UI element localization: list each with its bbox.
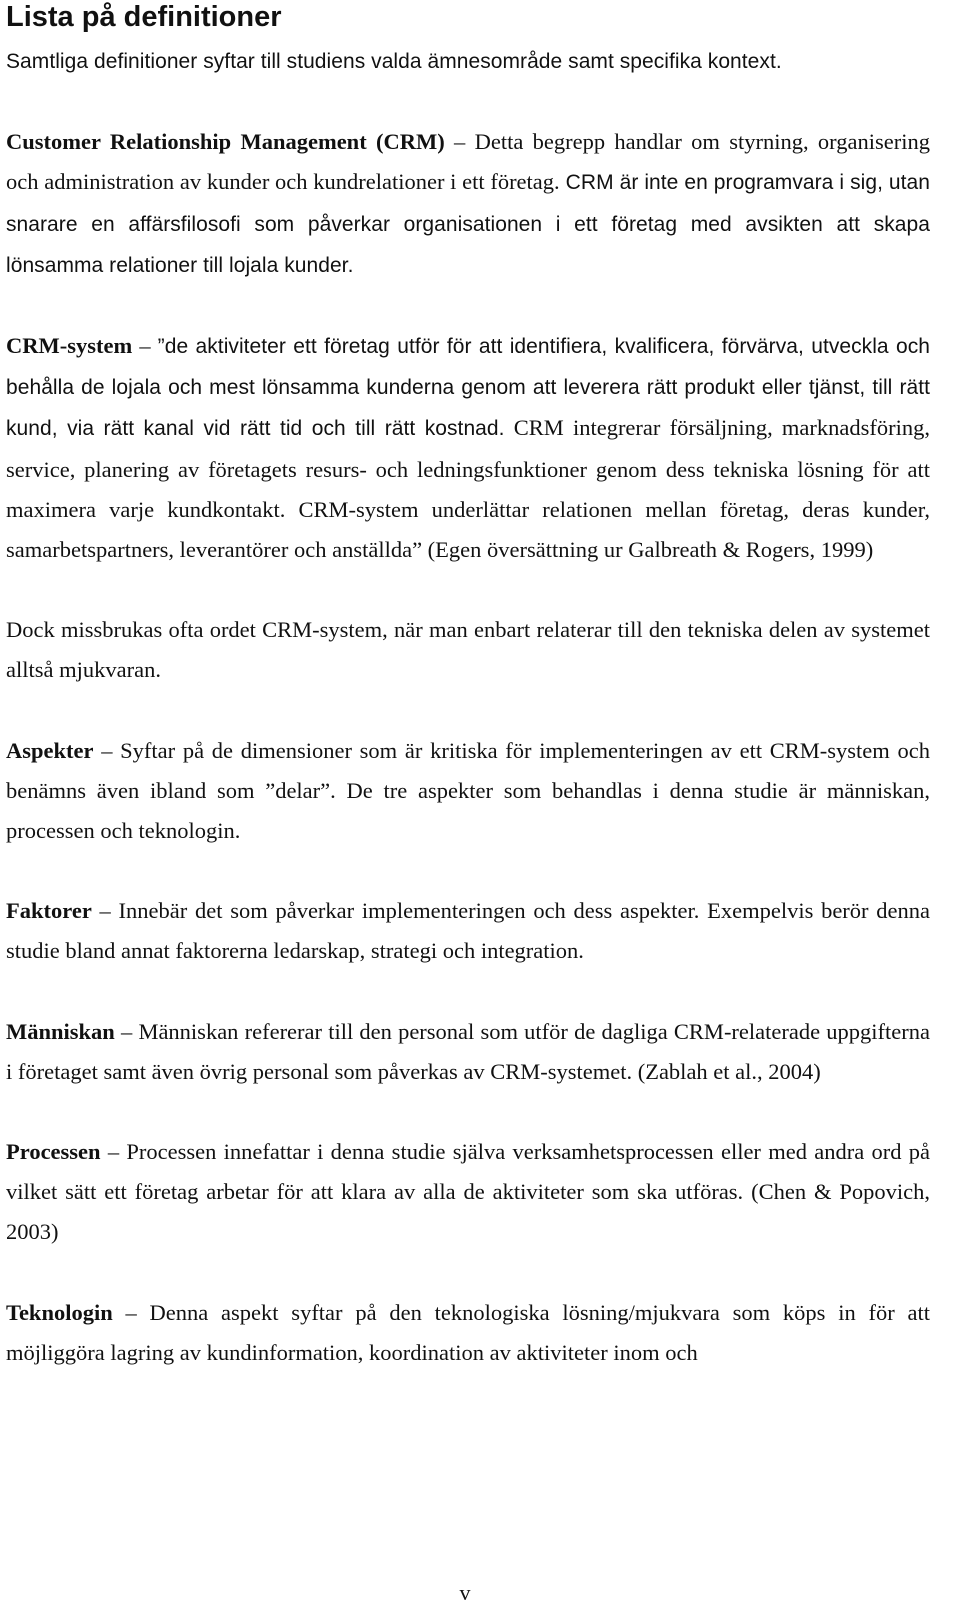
separator: – (91, 898, 119, 924)
term-crm-system: CRM-system (6, 333, 133, 359)
definition-manniskan (6, 1012, 930, 1092)
separator: – (112, 1299, 150, 1325)
term-aspekter: Aspekter (6, 737, 94, 763)
definition-aspekter-text: Syftar på de dimensioner som är kritiska för implementeringen av ett CRM-system och benämns även ibland som ”delar”. De tre aspekter som behandlas i denna studie är människan, processen och teknologin. (6, 737, 930, 844)
separator: – (93, 737, 121, 763)
term-crm: Customer Relationship Management (CRM) (6, 129, 445, 155)
definition-faktorer (6, 891, 930, 971)
definition-teknologin (6, 1293, 930, 1373)
separator: – (100, 1139, 127, 1165)
separator: – (444, 129, 475, 155)
definition-processen-text: Processen innefattar i denna studie själva verksamhetsprocessen eller med andra ord på vilket sätt ett företag arbetar för att klara av alla de aktiviteter som ska utföras. (Chen & Popovich, 2003) (6, 1139, 930, 1245)
definition-crm-lead: Detta begrepp handlar om styrning, organisering och administration av kunder och kundrelationer i ett företag. (6, 129, 930, 195)
definition-crm-system-text: CRM integrerar försäljning, marknadsföring, service, planering av företagets resurs- och ledningsfunktioner genom dess tekniska lösning för att maximera varje kundkontakt. CRM-system underlättar relationen mellan företag, deras kunder, samarbetspartners, leverantörer och anställda” (Egen översättning ur Galbreath & Rogers, 1999) (6, 415, 930, 563)
page-title: Lista på definitioner (6, 1, 282, 33)
definition-crm-system-quote: ”de aktiviteter ett företag utför för att identifiera, kvalificera, förvärva, utveckla och behålla de lojala och mest lönsamma kunderna genom att leverera rätt produkt eller tjänst, till rätt kund, via rätt kanal vid rätt tid och till rätt kostnad. (6, 335, 931, 441)
document-page (6, 0, 930, 1373)
separator: – (132, 333, 158, 359)
definition-faktorer-text: Innebär det som påverkar implementeringen och dess aspekter. Exempelvis berör denna studie bland annat faktorerna ledarskap, strategi och integration. (6, 898, 930, 964)
intro-paragraph: Samtliga definitioner syftar till studiens valda ämnesområde samt specifika kontext. (6, 50, 782, 73)
term-teknologin: Teknologin (6, 1299, 113, 1325)
definition-crm-system (6, 326, 930, 570)
definition-aspekter (6, 731, 930, 852)
definition-manniskan-text: Människan refererar till den personal som utför de dagliga CRM-relaterade uppgifterna i företaget samt även övrig personal som påverkas av CRM-systemet. (Zablah et al., 2004) (6, 1018, 930, 1084)
term-processen: Processen (6, 1139, 101, 1165)
term-faktorer: Faktorer (6, 898, 92, 924)
definition-crm (6, 122, 930, 286)
definition-crm-text: CRM är inte en programvara i sig, utan snarare en affärsfilosofi som påverkar organisationen i ett företag med avsikten att skapa lönsamma relationer till lojala kunder. (6, 171, 930, 277)
definition-processen (6, 1132, 930, 1253)
page-number: v (459, 1580, 471, 1605)
misuse-paragraph: Dock missbrukas ofta ordet CRM-system, när man enbart relaterar till den tekniska delen av systemet alltså mjukvaran. (6, 617, 930, 683)
term-manniskan: Människan (6, 1018, 115, 1044)
separator: – (114, 1018, 139, 1044)
definition-teknologin-text: Denna aspekt syftar på den teknologiska lösning/mjukvara som köps in för att möjliggöra lagring av kundinformation, koordination av aktiviteter inom och (6, 1299, 930, 1365)
